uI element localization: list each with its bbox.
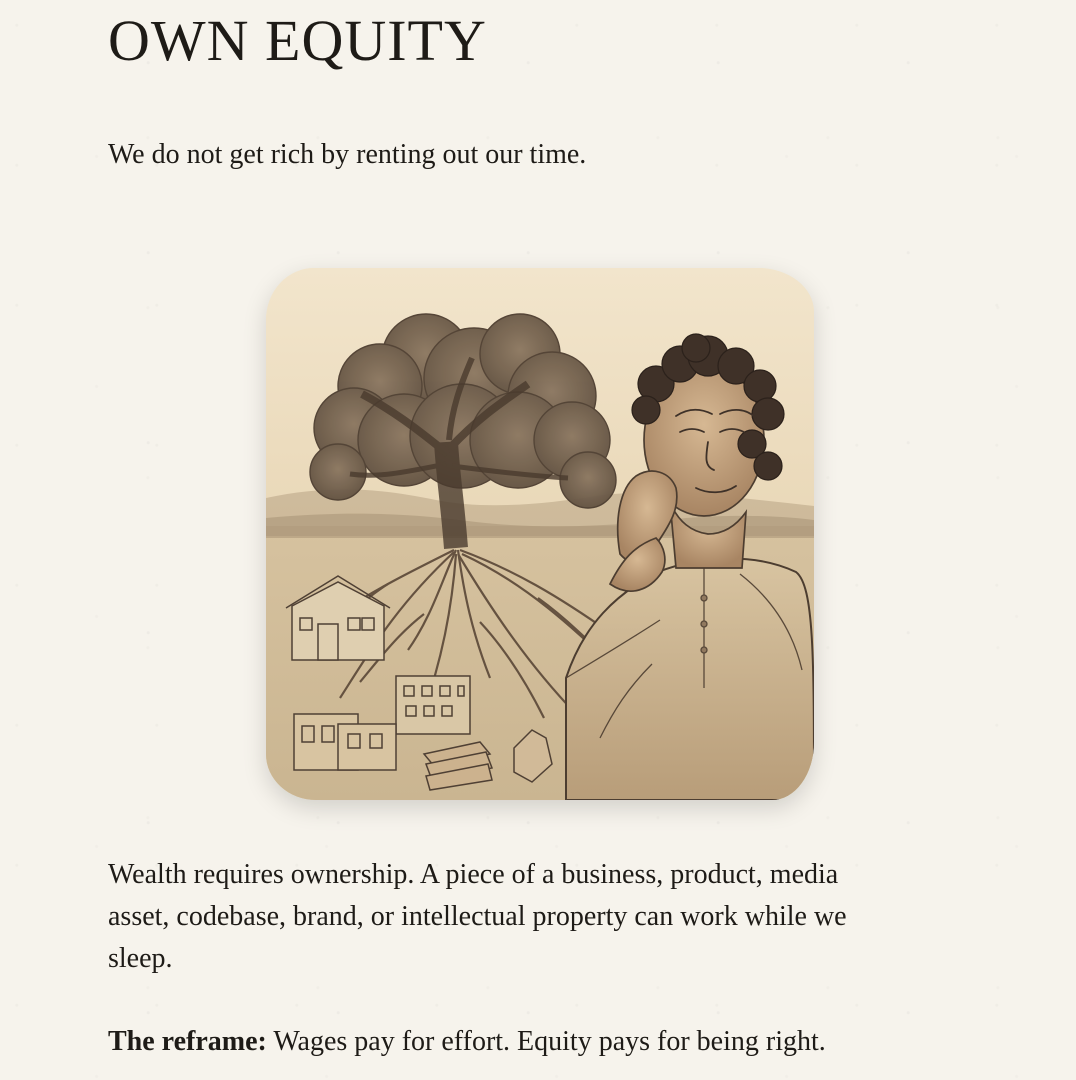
reframe-label: The reframe: [108,1026,267,1057]
illustration-card [266,268,814,800]
reframe-text: Wages pay for effort. Equity pays for being right. [266,1026,826,1057]
reframe-paragraph [108,1024,888,1059]
body-paragraph: Wealth requires ownership. A piece of a business, product, media asset, codebase, brand, or intellectual property can work while we sleep. [108,859,847,974]
lead-text: We do not get rich by renting out our time. [108,139,587,170]
tree-person-illustration [266,268,814,800]
page-title: OWN EQUITY [108,8,487,73]
